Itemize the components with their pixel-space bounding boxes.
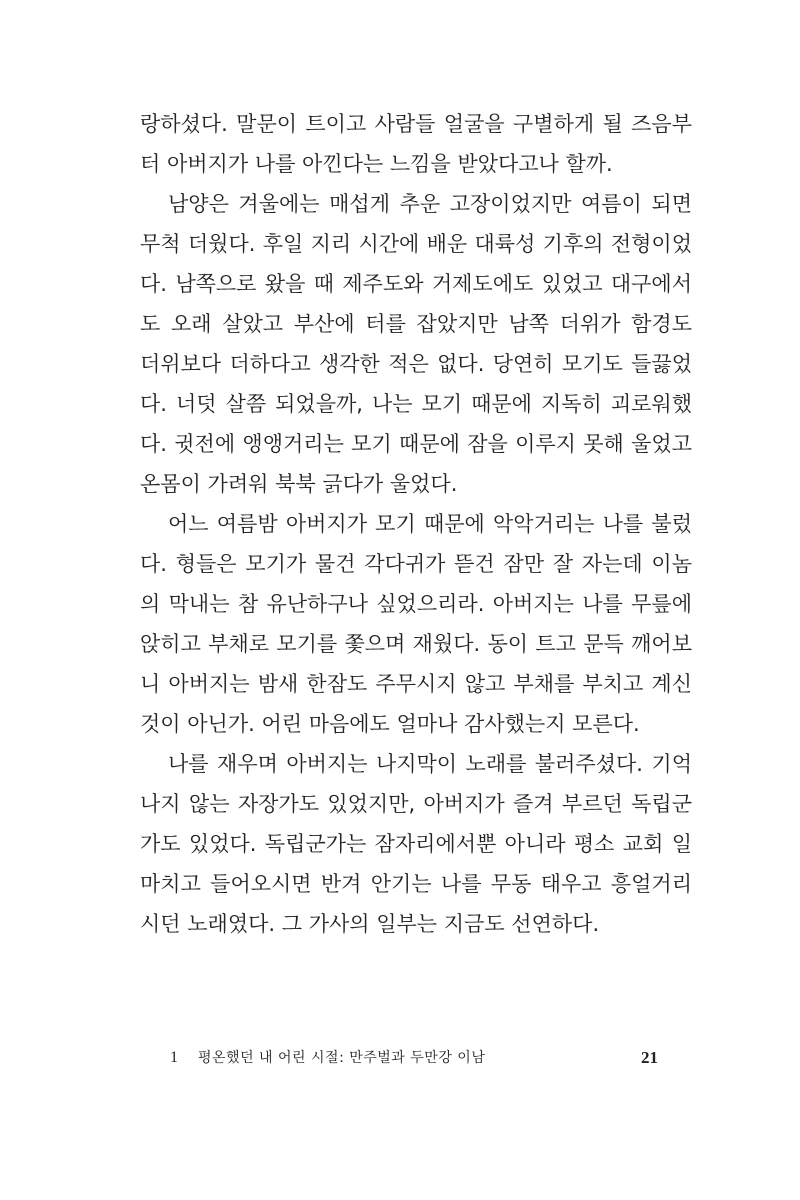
running-footer: [170, 1044, 658, 1072]
text-line: 나지 않는 자장가도 있었지만, 아버지가 즐겨 부르던 독립군: [140, 792, 692, 816]
text-line: 다. 형들은 모기가 물건 각다귀가 뜯건 잠만 잘 자는데 이놈: [140, 552, 692, 576]
text-line: 다. 너덧 살쯤 되었을까, 나는 모기 때문에 지독히 괴로워했: [140, 392, 692, 416]
text-line: 랑하셨다. 말문이 트이고 사람들 얼굴을 구별하게 될 즈음부: [140, 112, 692, 136]
text-line: 터 아버지가 나를 아낀다는 느낌을 받았다고나 할까.: [140, 152, 613, 176]
chapter-title: 평온했던 내 어린 시절: 만주벌과 두만강 이남: [198, 1050, 486, 1066]
page-number: 21: [641, 1048, 658, 1067]
body-text: [140, 104, 692, 944]
text-line: 것이 아닌가. 어린 마음에도 얼마나 감사했는지 모른다.: [140, 712, 640, 736]
text-line: 어느 여름밤 아버지가 모기 때문에 악악거리는 나를 불렀: [168, 512, 692, 536]
text-line: 다. 귓전에 앵앵거리는 모기 때문에 잠을 이루지 못해 울었고: [140, 432, 692, 456]
text-line: 온몸이 가려워 북북 긁다가 울었다.: [140, 472, 458, 496]
text-line: 가도 있었다. 독립군가는 잠자리에서뿐 아니라 평소 교회 일: [140, 832, 692, 856]
text-line: 니 아버지는 밤새 한잠도 주무시지 않고 부채를 부치고 계신: [140, 672, 692, 696]
text-line: 도 오래 살았고 부산에 터를 잡았지만 남쪽 더위가 함경도: [140, 312, 692, 336]
text-line: 앉히고 부채로 모기를 쫓으며 재웠다. 동이 트고 문득 깨어보: [140, 632, 692, 656]
chapter-number: 1: [170, 1049, 178, 1066]
text-line: 마치고 들어오시면 반겨 안기는 나를 무동 태우고 흥얼거리: [140, 872, 692, 896]
text-line: 의 막내는 참 유난하구나 싶었으리라. 아버지는 나를 무릎에: [140, 592, 692, 616]
text-line: 더위보다 더하다고 생각한 적은 없다. 당연히 모기도 들끓었: [140, 352, 692, 376]
text-line: 다. 남쪽으로 왔을 때 제주도와 거제도에도 있었고 대구에서: [140, 272, 692, 296]
text-line: 남양은 겨울에는 매섭게 추운 고장이었지만 여름이 되면: [168, 192, 692, 216]
text-line: 시던 노래였다. 그 가사의 일부는 지금도 선연하다.: [140, 912, 600, 936]
text-line: 무척 더웠다. 후일 지리 시간에 배운 대륙성 기후의 전형이었: [140, 232, 692, 256]
text-line: 나를 재우며 아버지는 나지막이 노래를 불러주셨다. 기억: [168, 752, 692, 776]
